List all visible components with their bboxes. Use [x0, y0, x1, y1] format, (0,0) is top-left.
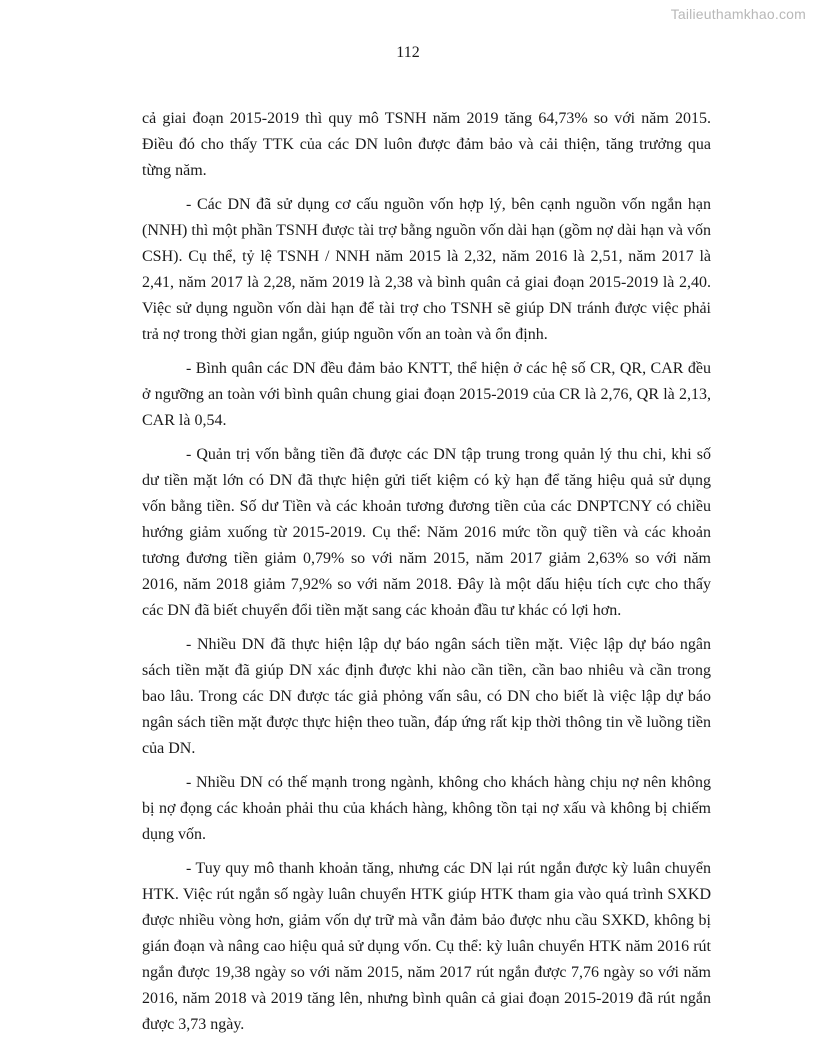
paragraph-cash-management: - Quản trị vốn bằng tiền đã được các DN tập trung trong quản lý thu chi, khi số dư tiền mặt lớn có DN đã thực hiện gửi tiết kiệm có kỳ hạn để tăng hiệu quả sử dụng vốn bằng tiền. Số dư Tiền và các khoản tương đương tiền của các DNPTCNY có chiều hướng giảm xuống từ 2015-2019. Cụ thể: Năm 2016 mức tồn quỹ tiền và các khoản tương đương tiền giảm 0,79% so với năm 2015, năm 2017 giảm 2,63% so với năm 2016, năm 2018 giảm 7,92% so với năm 2018. Đây là một dấu hiệu tích cực cho thấy các DN đã biết chuyển đổi tiền mặt sang các khoản đầu tư khác có lợi hơn. [142, 446, 711, 619]
paragraph-cash-budget: - Nhiều DN đã thực hiện lập dự báo ngân sách tiền mặt. Việc lập dự báo ngân sách tiền mặt đã giúp DN xác định được khi nào cần tiền, cần bao nhiêu và cần trong bao lâu. Trong các DN được tác giả phỏng vấn sâu, có DN cho biết là việc lập dự báo ngân sách tiền mặt được thực hiện theo tuần, đáp ứng rất kịp thời thông tin về luồng tiền của DN. [142, 636, 711, 757]
paragraph-capital-structure: - Các DN đã sử dụng cơ cấu nguồn vốn hợp lý, bên cạnh nguồn vốn ngắn hạn (NNH) thì một phần TSNH được tài trợ bằng nguồn vốn dài hạn (gồm nợ dài hạn và vốn CSH). Cụ thể, tỷ lệ TSNH / NNH năm 2015 là 2,32, năm 2016 là 2,51, năm 2017 là 2,41, năm 2017 là 2,28, năm 2019 là 2,38 và bình quân cả giai đoạn 2015-2019 là 2,40. Việc sử dụng nguồn vốn dài hạn để tài trợ cho TSNH sẽ giúp DN tránh được việc phải trả nợ trong thời gian ngắn, giúp nguồn vốn an toàn và ổn định. [142, 196, 711, 343]
paragraph-continuation: cả giai đoạn 2015-2019 thì quy mô TSNH năm 2019 tăng 64,73% so với năm 2015. Điều đó cho thấy TTK của các DN luôn được đảm bảo và cải thiện, tăng trưởng qua từng năm. [142, 110, 711, 179]
page-number: 112 [396, 44, 420, 61]
watermark: Tailieuthamkhao.com [670, 6, 806, 22]
paragraph-receivables: - Nhiều DN có thế mạnh trong ngành, không cho khách hàng chịu nợ nên không bị nợ đọng các khoản phải thu của khách hàng, không tồn tại nợ xấu và không bị chiếm dụng vốn. [142, 774, 711, 843]
document-body [142, 106, 711, 1046]
paragraph-inventory-turnover: - Tuy quy mô thanh khoản tăng, nhưng các DN lại rút ngắn được kỳ luân chuyển HTK. Việc rút ngắn số ngày luân chuyển HTK giúp HTK tham gia vào quá trình SXKD được nhiều vòng hơn, giảm vốn dự trữ mà vẫn đảm bảo được nhu cầu SXKD, không bị gián đoạn và nâng cao hiệu quả sử dụng vốn. Cụ thể: kỳ luân chuyển HTK năm 2016 rút ngắn được 19,38 ngày so với năm 2015, năm 2017 rút ngắn được 7,76 ngày so với năm 2016, năm 2018 và 2019 tăng lên, nhưng bình quân cả giai đoạn 2015-2019 đã rút ngắn được 3,73 ngày. [142, 860, 711, 1033]
paragraph-liquidity-ratios: - Bình quân các DN đều đảm bảo KNTT, thể hiện ở các hệ số CR, QR, CAR đều ở ngưỡng an toàn với bình quân chung giai đoạn 2015-2019 của CR là 2,76, QR là 2,13, CAR là 0,54. [142, 360, 711, 429]
